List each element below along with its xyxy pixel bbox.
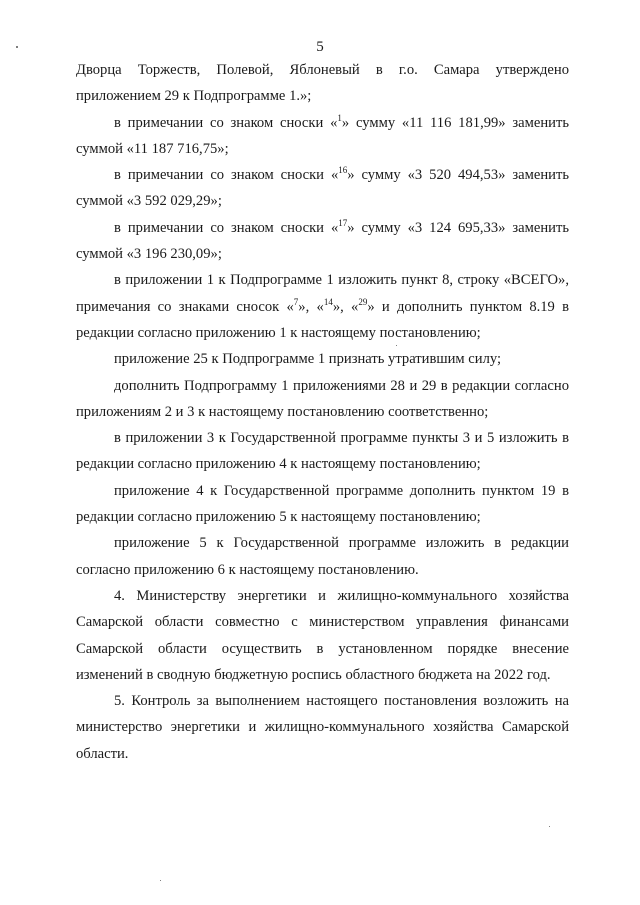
footnote-mark: 16 (338, 165, 348, 176)
paragraph-appendix-4: приложение 4 к Государственной программе дополнить пунктом 19 в редакции согласно приложению 5 к настоящему постановлению; (76, 482, 569, 526)
paragraph-footnote-1 (76, 110, 569, 163)
paragraph-footnote-17 (76, 215, 569, 268)
document-body (76, 57, 569, 767)
text-segment: » сумму «3 520 494,53» заменить суммой «3 592 029,29»; (76, 167, 570, 210)
page-number: 5 (316, 39, 324, 55)
text-segment: », « (332, 298, 359, 315)
footnote-mark: 7 (293, 296, 299, 307)
text-segment: » сумму «3 124 695,33» заменить суммой «3 196 230,09»; (76, 219, 570, 263)
paragraph-continuation: Дворца Торжеств, Полевой, Яблоневый в г.о. Самара утверждено приложением 29 к Подпрограмме 1.»; (76, 62, 569, 105)
scan-speck (160, 880, 161, 881)
footnote-mark: 17 (338, 217, 348, 228)
text-segment: » сумму «11 116 181,99» заменить суммой «11 187 716,75»; (76, 114, 570, 157)
text-segment: в примечании со знаком сноски « (114, 167, 339, 184)
paragraph-item-4: 4. Министерству энергетики и жилищно-коммунального хозяйства Самарской области совместно с министерством управления финансами Самарской области осуществить в установленном порядке внесение изменений в сводную бюджетную роспись областного бюджета на 2022 год. (76, 587, 569, 683)
text-segment: » и дополнить пунктом 8.19 в редакции согласно приложению 1 к настоящему постановлению; (76, 298, 570, 341)
scan-speck (549, 826, 550, 827)
text-segment: в примечании со знаком сноски « (114, 114, 338, 131)
paragraph-appendices-28-29: дополнить Подпрограмму 1 приложениями 28 и 29 в редакции согласно приложениям 2 и 3 к настоящему постановлению соответственно; (76, 377, 569, 420)
text-segment: », « (298, 298, 324, 315)
paragraph-appendix-1 (76, 267, 569, 346)
paragraph-appendix-25: приложение 25 к Подпрограмме 1 признать утратившим силу; (114, 351, 502, 368)
footnote-mark: 14 (323, 296, 333, 307)
scan-speck (396, 345, 397, 346)
paragraph-appendix-3: в приложении 3 к Государственной программе пункты 3 и 5 изложить в редакции согласно приложению 4 к настоящему постановлению; (76, 430, 569, 473)
scan-speck (16, 46, 18, 48)
footnote-mark: 1 (337, 112, 342, 123)
text-segment: в приложении 1 к Подпрограмме 1 изложить пункт 8, строку «ВСЕГО», примечания со знаками сносок « (76, 272, 569, 315)
text-segment: в примечании со знаком сноски « (114, 219, 339, 236)
footnote-mark: 29 (358, 296, 368, 307)
paragraph-item-5: 5. Контроль за выполнением настоящего постановления возложить на министерство энергетики и жилищно-коммунального хозяйства Самарской области. (76, 693, 569, 762)
paragraph-appendix-5: приложение 5 к Государственной программе изложить в редакции согласно приложению 6 к настоящему постановлению. (76, 535, 569, 578)
paragraph-footnote-16 (76, 162, 569, 215)
